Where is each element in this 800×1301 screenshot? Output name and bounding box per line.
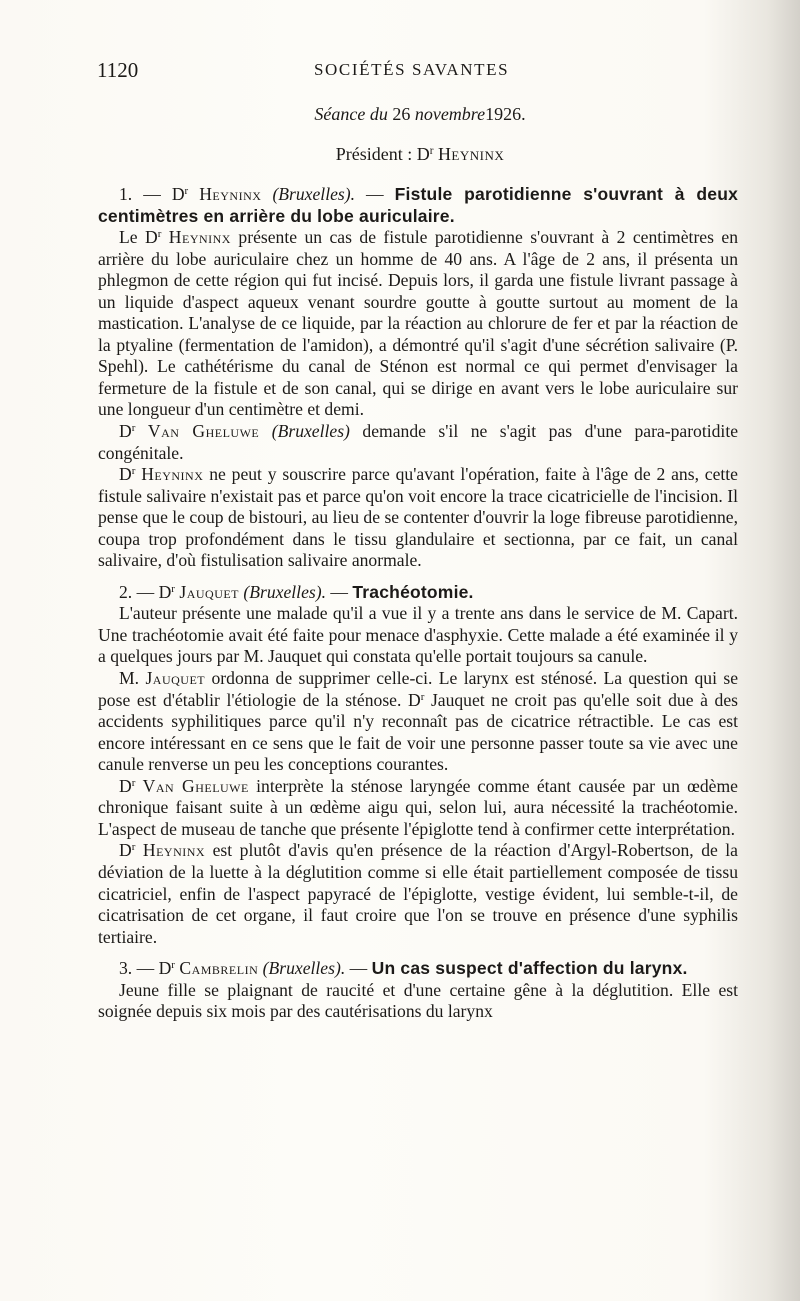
person-name: Heyninx	[142, 840, 206, 861]
paragraph-8	[98, 980, 738, 1023]
item-author: Heyninx	[199, 184, 262, 204]
paragraph-6	[98, 776, 738, 841]
session-day: 26	[392, 104, 411, 124]
item-city: (Bruxelles).	[243, 581, 326, 602]
president-heading	[0, 144, 800, 165]
text-span: Le D	[119, 227, 158, 248]
paragraph-1	[98, 227, 738, 421]
item-title: Fistule parotidienne s'ouvrant à deux centimètres en arrière du lobe auriculaire.	[98, 184, 739, 226]
item-heading-1	[98, 184, 738, 227]
item-dash: —	[325, 581, 353, 602]
item-city: (Bruxelles).	[262, 958, 346, 979]
city-name: (Bruxelles)	[271, 421, 350, 442]
page-number: 1120	[97, 58, 139, 82]
session-heading	[0, 104, 800, 125]
title-sup: r	[171, 959, 175, 972]
session-year: 1926.	[485, 104, 526, 124]
text-span: ordonna de supprimer celle-ci. Le larynx est sténosé. La question qui se pose est d'établir l'étiologie de la sténose. D	[98, 668, 739, 710]
page-header	[97, 58, 737, 84]
person-name: Jauquet	[145, 668, 206, 689]
item-number: 1. — D	[119, 184, 185, 204]
president-name: Heyninx	[437, 144, 505, 164]
text-span: est plutôt d'avis qu'en présence de la réaction d'Argyl-Robertson, de la déviation de la luette à la déglutition comme si elle était partiellement composée de tissu cicatriciel, enfin de l'aspect papyracé de l'épiglotte, vestige évident, lui semble-t-il, de cicatrisation de cet organe, il faut croire que l'on se trouve en présence d'une syphilis tertiaire.	[98, 840, 738, 947]
item-dash: —	[345, 958, 372, 979]
paragraph-7	[98, 840, 738, 948]
item-dash: —	[355, 184, 395, 204]
text-span: L'auteur présente une malade qu'il a vue il y a trente ans dans le service de M. Capart. Une trachéotomie avait été faite pour menace d'asphyxie. Cette malade a été examinée il y a quelques jours par M. Jauquet qui constata qu'elle portait toujours sa canule.	[98, 603, 738, 667]
person-name: Van Gheluwe	[142, 775, 249, 796]
item-number: 2. — D	[119, 581, 172, 602]
text-span: ne peut y souscrire parce qu'avant l'opération, faite à l'âge de 2 ans, cette fistule salivaire n'existait pas et parce qu'on voit encore la trace cicatricielle de l'incision. Il pense que le coup de bistouri, au lieu de se contenter d'ouvrir la loge fibreuse parotidienne, coupa trop profondément dans le tissu glandulaire et sectionna, par ce fait, un canal salivaire, d'où fistulisation salivaire anormale.	[98, 464, 738, 571]
text-span: D	[119, 464, 132, 485]
item-number: 3. — D	[119, 958, 172, 979]
article-body	[98, 184, 738, 1023]
paragraph-4	[98, 603, 738, 668]
session-month: novembre	[414, 104, 486, 124]
item-heading-2	[98, 582, 738, 604]
item-author: Cambrelin	[179, 958, 259, 979]
item-city: (Bruxelles).	[272, 184, 355, 204]
item-title: Un cas suspect d'affection du larynx.	[371, 958, 688, 979]
paragraph-3	[98, 464, 738, 572]
title-sup: r	[131, 776, 136, 789]
text-span: Jeune fille se plaignant de raucité et d'une certaine gêne à la déglutition. Elle est soignée depuis six mois par des cautérisations du larynx	[98, 979, 738, 1022]
text-span: présente un cas de fistule parotidienne s'ouvrant à 2 centimètres en arrière du lobe auriculaire chez un homme de 40 ans. A l'âge de 2 ans, il présenta un phlegmon de cette région qui fut incisé. Depuis lors, il garda une fistule livrant passage à un liquide d'aspect aqueux venant sourdre goutte à goutte surtout au moment de la mastication. L'analyse de ce liquide, par la réaction au chlorure de fer et par la réaction de la ptyaline (fermentation de l'amidon), a démontré qu'il s'agit d'une sécrétion salivaire (P. Spehl). Le cathétérisme du canal de Sténon est normal ce qui permet d'envisager la fermeture de la fistule et de son canal, qui se dirige en avant vers le lobe auriculaire sur une longueur d'un centimètre et demi.	[98, 227, 738, 420]
text-span: D	[119, 775, 132, 796]
item-author: Jauquet	[179, 581, 240, 602]
president-title-sup: r	[429, 144, 434, 157]
person-name: Heyninx	[168, 227, 231, 248]
person-name: Van Gheluwe	[147, 421, 260, 442]
text-span: demande s'il ne s'agit pas d'une para-parotidite congénitale.	[98, 421, 739, 463]
item-title: Trachéotomie.	[352, 581, 474, 602]
title-sup: r	[157, 228, 162, 241]
session-prefix: Séance du	[314, 104, 388, 124]
text-span: Jauquet ne croit pas qu'elle soit due à des accidents syphilitiques parce qu'il n'y reconnaît pas de cicatrice rétractible. Le cas est encore intéressant en ce sens que le fait de voir une personne passer toute sa vie avec une canule renverse un peu les conceptions courantes.	[98, 689, 738, 775]
title-sup: r	[420, 690, 425, 703]
text-span: interprète la sténose laryngée comme étant causée par un œdème chronique faisant suite à un œdème aigu qui, selon lui, aura nécessité la trachéotomie. L'aspect de museau de tanche que présente l'épiglotte tend à confirmer cette interprétation.	[98, 775, 738, 839]
title-sup: r	[131, 422, 136, 435]
item-heading-3	[98, 958, 738, 980]
text-span: M.	[119, 668, 140, 689]
text-span: D	[119, 421, 132, 442]
president-label: Président : D	[335, 144, 430, 164]
text-span: D	[119, 840, 132, 861]
title-sup: r	[131, 465, 136, 478]
paragraph-2	[98, 421, 738, 464]
running-title: SOCIÉTÉS SAVANTES	[314, 60, 510, 79]
title-sup: r	[184, 185, 189, 197]
paragraph-5	[98, 668, 738, 776]
title-sup: r	[171, 582, 175, 595]
title-sup: r	[131, 841, 136, 854]
person-name: Heyninx	[141, 464, 204, 485]
